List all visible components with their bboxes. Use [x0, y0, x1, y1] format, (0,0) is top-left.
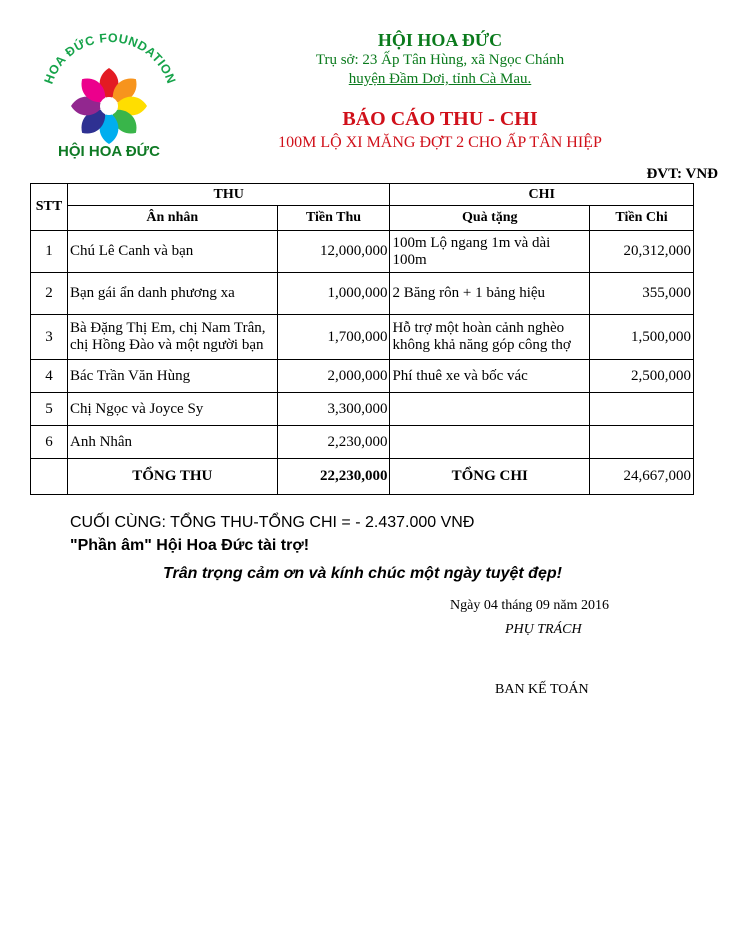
row-expense: [590, 426, 694, 459]
report-title: BÁO CÁO THU - CHI: [342, 108, 538, 130]
logo-name-text: HỘI HOA ĐỨC: [58, 143, 160, 160]
header-group-thu: THU: [67, 184, 389, 206]
logo-arc-text: HOA ĐỨC FOUNDATION: [41, 30, 179, 86]
row-gift: [390, 426, 590, 459]
table-row: [31, 426, 694, 459]
row-stt: 5: [31, 393, 68, 426]
thanks-line: Trân trọng cảm ơn và kính chúc một ngày tuyệt đẹp!: [163, 565, 562, 582]
row-expense: 20,312,000: [590, 231, 694, 273]
final-balance-line: CUỐI CÙNG: TỔNG THU-TỔNG CHI = - 2.437.000 VNĐ: [70, 514, 475, 531]
currency-unit: ĐVT: VNĐ: [646, 166, 718, 182]
row-expense: 2,500,000: [590, 360, 694, 393]
row-stt: 1: [31, 231, 68, 273]
income-expense-table: [30, 183, 694, 495]
header-group-chi: CHI: [390, 184, 694, 206]
responsible-label: PHỤ TRÁCH: [505, 622, 582, 637]
table-row: [31, 315, 694, 360]
row-gift: Phí thuê xe và bốc vác: [390, 360, 590, 393]
row-donor: Bà Đặng Thị Em, chị Nam Trân, chị Hồng Đào và một người bạn: [67, 315, 277, 360]
row-expense: [590, 393, 694, 426]
table-row: [31, 273, 694, 315]
row-gift: 2 Băng rôn + 1 bảng hiệu: [390, 273, 590, 315]
table-row: [31, 231, 694, 273]
date-line: Ngày 04 tháng 09 năm 2016: [450, 598, 610, 613]
row-expense: 1,500,000: [590, 315, 694, 360]
row-donor: Chị Ngọc và Joyce Sy: [67, 393, 277, 426]
row-donor: Bác Trần Văn Hùng: [67, 360, 277, 393]
row-gift: 100m Lộ ngang 1m và dài 100m: [390, 231, 590, 273]
row-income: 1,700,000: [277, 315, 390, 360]
report-subtitle: 100M LỘ XI MĂNG ĐỢT 2 CHO ẤP TÂN HIỆP: [278, 134, 602, 151]
header-income: Tiền Thu: [277, 206, 390, 231]
table-row: [31, 360, 694, 393]
row-gift: [390, 393, 590, 426]
total-income-label: TỔNG THU: [67, 459, 277, 495]
header-stt: STT: [31, 184, 68, 231]
row-income: 2,000,000: [277, 360, 390, 393]
total-expense-value: 24,667,000: [590, 459, 694, 495]
row-donor: Anh Nhân: [67, 426, 277, 459]
row-expense: 355,000: [590, 273, 694, 315]
row-stt: 4: [31, 360, 68, 393]
header-expense: Tiền Chi: [590, 206, 694, 231]
row-donor: Chú Lê Canh và bạn: [67, 231, 277, 273]
total-expense-label: TỔNG CHI: [390, 459, 590, 495]
address-line-1: Trụ sở: 23 Ấp Tân Hùng, xã Ngọc Chánh: [315, 52, 565, 68]
row-gift: Hỗ trợ một hoàn cảnh nghèo không khả năng góp công thợ: [390, 315, 590, 360]
table-row: [31, 393, 694, 426]
row-donor: Bạn gái ẩn danh phương xa: [67, 273, 277, 315]
row-stt: 3: [31, 315, 68, 360]
flower-logo-icon: [32, 28, 186, 178]
totals-stt-empty: [31, 459, 68, 495]
org-name: HỘI HOA ĐỨC: [377, 30, 503, 50]
address-line-2: huyện Đầm Dơi, tỉnh Cà Mau.: [348, 71, 532, 87]
total-income-value: 22,230,000: [277, 459, 390, 495]
header-gift: Quà tặng: [390, 206, 590, 231]
row-income: 3,300,000: [277, 393, 390, 426]
row-income: 12,000,000: [277, 231, 390, 273]
row-stt: 6: [31, 426, 68, 459]
accountant-label: BAN KẾ TOÁN: [495, 682, 589, 697]
row-income: 2,230,000: [277, 426, 390, 459]
row-income: 1,000,000: [277, 273, 390, 315]
totals-row: [31, 459, 694, 495]
sponsor-line: "Phần âm" Hội Hoa Đức tài trợ!: [70, 537, 310, 554]
row-stt: 2: [31, 273, 68, 315]
foundation-logo: [32, 28, 186, 178]
header-donor: Ân nhân: [67, 206, 277, 231]
